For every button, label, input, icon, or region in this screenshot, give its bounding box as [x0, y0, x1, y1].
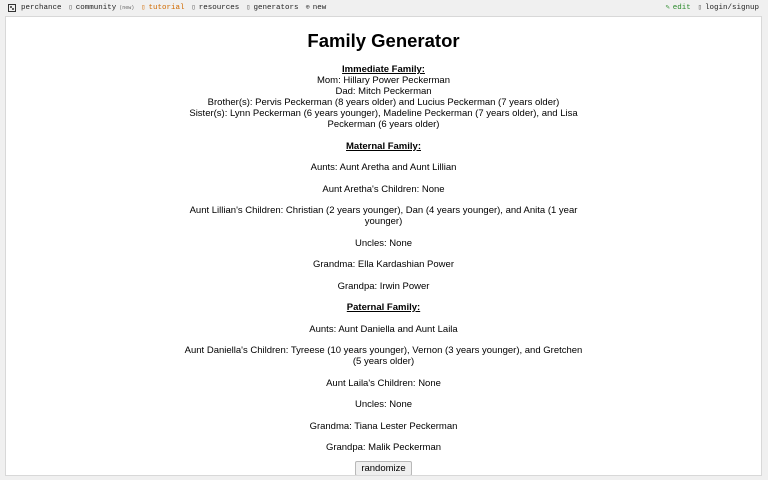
- generator-output-frame: [5, 16, 762, 476]
- top-nav-bar: [0, 0, 768, 16]
- nav-edit-label: edit: [672, 4, 691, 12]
- top-nav-left: [8, 0, 333, 16]
- brothers-line: Brother(s): Pervis Peckerman (8 years older) and Lucius Peckerman (7 years older): [207, 97, 560, 108]
- paternal-grandpa-line: Grandpa: Malik Peckerman: [325, 442, 442, 453]
- paternal-family-heading: Paternal Family:: [346, 302, 421, 313]
- nav-community[interactable]: [69, 0, 135, 16]
- sisters-line: Sister(s): Lynn Peckerman (6 years younger), Madeline Peckerman (7 years older), and Lisa Peckerman (6 years older): [189, 108, 578, 130]
- paternal-uncles-line: Uncles: None: [354, 399, 413, 410]
- nav-resources-label: resources: [198, 4, 240, 12]
- maternal-aunt2-children-line: Aunt Lillian's Children: Christian (2 years younger), Dan (4 years younger), and Anita (1 year younger): [189, 205, 578, 227]
- nav-perchance-label: perchance: [21, 4, 62, 12]
- dad-line: Dad: Mitch Peckerman: [335, 86, 432, 97]
- generator-content: [184, 30, 584, 476]
- paternal-aunt2-children-line: Aunt Laila's Children: None: [326, 377, 441, 389]
- user-icon: ▯: [697, 4, 702, 12]
- maternal-aunt1-children-line: Aunt Aretha's Children: None: [322, 183, 445, 195]
- nav-new[interactable]: [305, 0, 326, 16]
- maternal-family-heading: Maternal Family:: [346, 140, 421, 152]
- nav-generators-label: generators: [253, 4, 299, 12]
- nav-login[interactable]: [698, 0, 759, 16]
- pencil-icon: ✎: [665, 4, 670, 12]
- immediate-family-heading: Immediate Family:: [342, 64, 425, 75]
- list-icon: ▯: [246, 4, 251, 12]
- maternal-grandpa-line: Grandpa: Irwin Power: [337, 280, 430, 292]
- paternal-aunts-line: Aunts: Aunt Daniella and Aunt Laila: [309, 323, 458, 335]
- nav-resources[interactable]: [192, 0, 240, 16]
- maternal-aunts-line: Aunts: Aunt Aretha and Aunt Lillian: [310, 162, 457, 173]
- nav-login-label: login/signup: [704, 4, 759, 12]
- randomize-button[interactable]: randomize: [355, 461, 411, 476]
- dice-logo-icon: [8, 4, 16, 12]
- nav-community-label: community: [75, 4, 117, 12]
- paternal-grandma-line: Grandma: Tiana Lester Peckerman: [309, 420, 458, 432]
- nav-perchance[interactable]: [8, 0, 62, 16]
- plus-circle-icon: ⊕: [305, 4, 310, 12]
- maternal-uncles-line: Uncles: None: [354, 237, 413, 249]
- new-badge: (new): [119, 5, 135, 11]
- nav-tutorial-label: tutorial: [148, 4, 185, 12]
- nav-edit[interactable]: [666, 0, 691, 16]
- book-icon: ▯: [141, 4, 146, 12]
- top-nav-right: [666, 0, 759, 16]
- chat-icon: ▯: [68, 4, 73, 12]
- nav-tutorial[interactable]: [141, 0, 184, 16]
- page-title: Family Generator: [307, 30, 460, 51]
- nav-generators[interactable]: [246, 0, 298, 16]
- nav-new-label: new: [312, 4, 327, 12]
- paternal-aunt1-children-line: Aunt Daniella's Children: Tyreese (10 years younger), Vernon (3 years younger), and Gretchen (5 years older): [184, 345, 583, 367]
- book-icon: ▯: [191, 4, 196, 12]
- maternal-grandma-line: Grandma: Ella Kardashian Power: [313, 259, 454, 270]
- mom-line: Mom: Hillary Power Peckerman: [316, 75, 451, 86]
